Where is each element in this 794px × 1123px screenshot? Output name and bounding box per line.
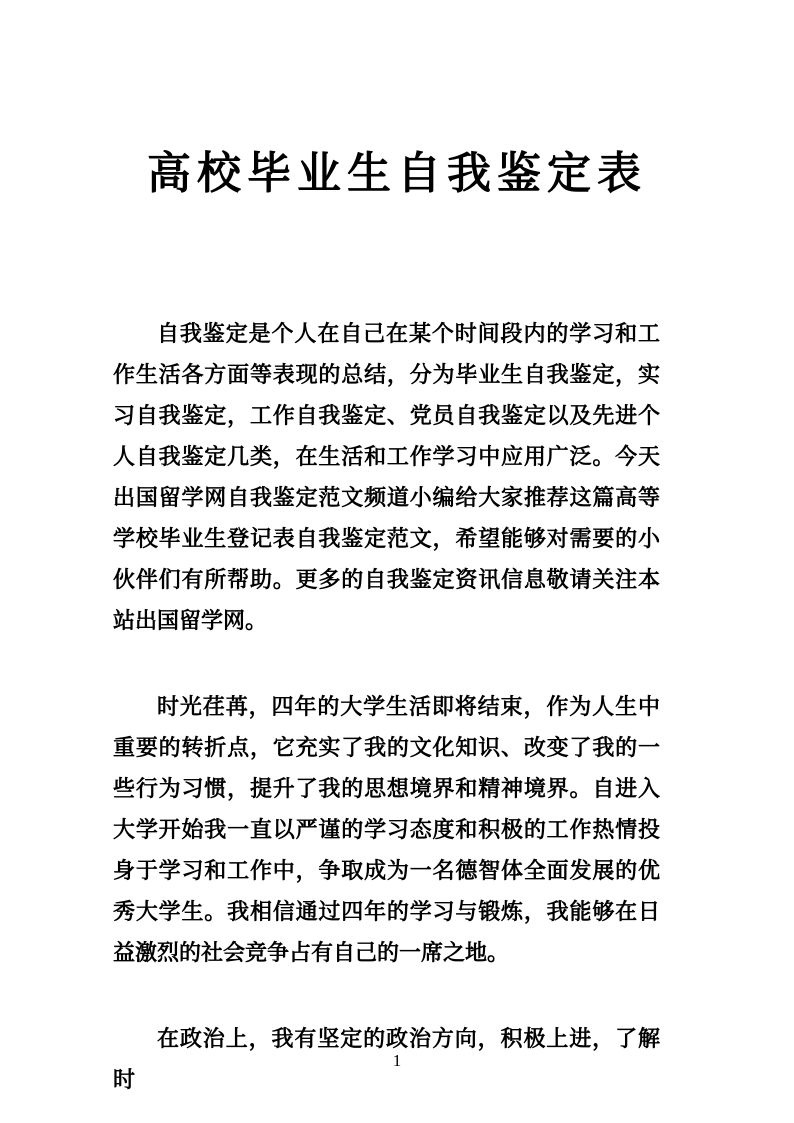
document-body — [0, 313, 794, 1100]
paragraph-review: 时光荏苒，四年的大学生活即将结束，作为人生中重要的转折点，它充实了我的文化知识、改变了我的一些行为习惯，提升了我的思想境界和精神境界。自进入大学开始我一直以严谨的学习态度和积极的工作热情投身于学习和工作中，争取成为一名德智体全面发展的优秀大学生。我相信通过四年的学习与锻炼，我能够在日益激烈的社会竞争占有自己的一席之地。 — [113, 694, 660, 965]
paragraph-intro: 自我鉴定是个人在自己在某个时间段内的学习和工作生活各方面等表现的总结，分为毕业生自我鉴定，实习自我鉴定，工作自我鉴定、党员自我鉴定以及先进个人自我鉴定几类，在生活和工作学习中应用广泛。今天出国留学网自我鉴定范文频道小编给大家推荐这篇高等学校毕业生登记表自我鉴定范文，希望能够对需要的小伙伴们有所帮助。更多的自我鉴定资讯信息敬请关注本站出国留学网。 — [113, 321, 660, 633]
paragraph-politics: 在政治上，我有坚定的政治方向，积极上进，了解时 — [113, 1026, 660, 1092]
document-title: 高校毕业生自我鉴定表 — [147, 149, 647, 198]
page-number: 1 — [392, 1051, 402, 1070]
